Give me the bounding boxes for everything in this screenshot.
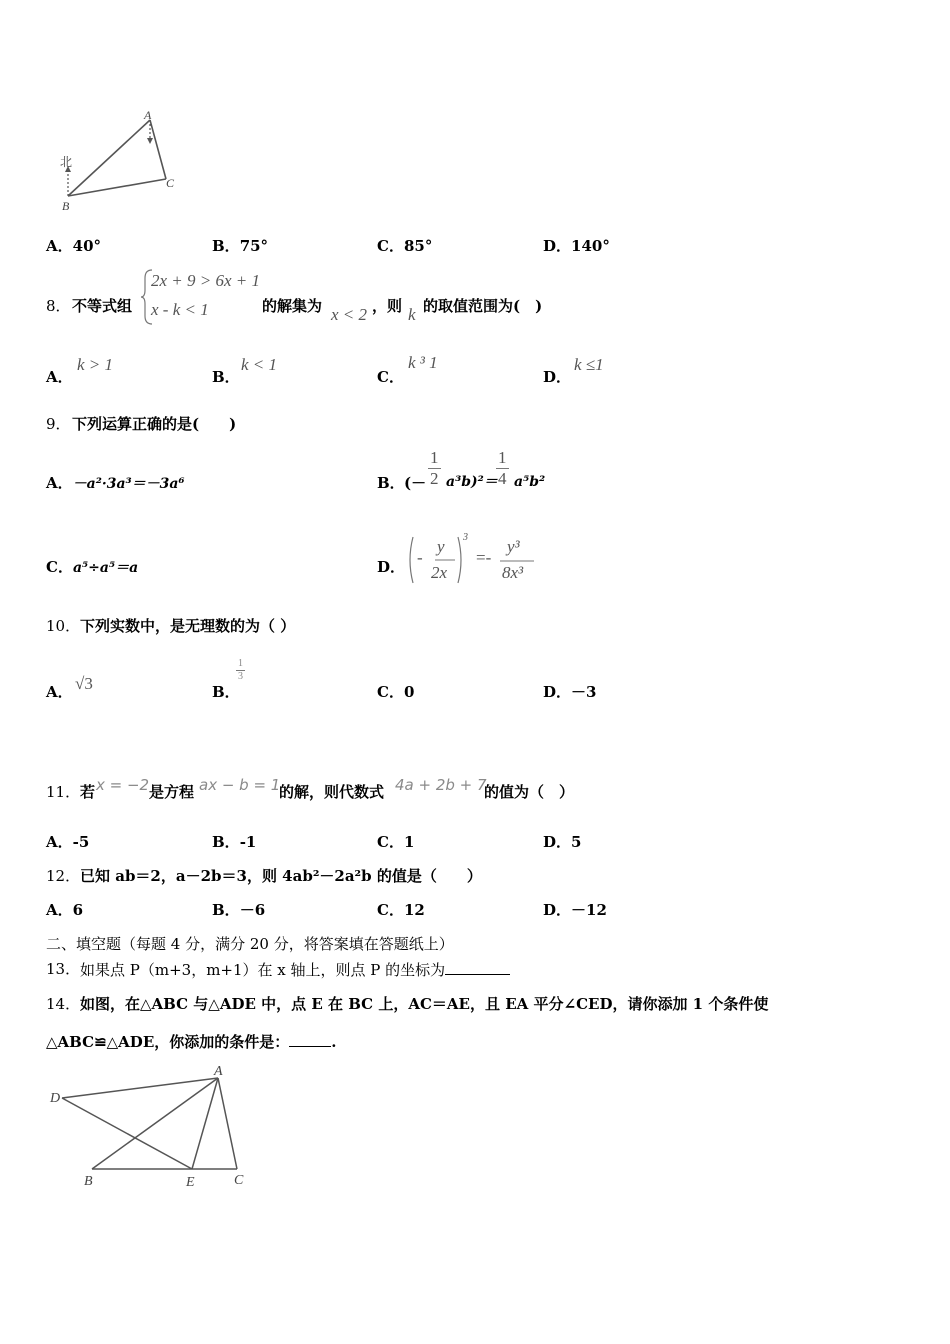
q12-option-c[interactable]: [377, 901, 425, 919]
option-value: 12: [403, 901, 425, 919]
triangles-abc-ade-figure: [46, 1062, 256, 1192]
label-b: B: [84, 1174, 93, 1189]
q14-answer-blank[interactable]: [289, 1032, 331, 1047]
q11-m3: 4a + 2b + 7: [395, 776, 487, 794]
option-key: C．: [377, 683, 404, 701]
segment-de: [62, 1098, 192, 1169]
q11-p3: 的解，则代数式: [279, 783, 385, 801]
q8-suffix: 的取值范围为( ): [423, 297, 543, 315]
option-value: 5: [571, 833, 582, 851]
q8-solution: x < 2: [331, 305, 368, 324]
q9-option-d-num: y: [437, 537, 445, 556]
q9-option-b-frac2: $\frac{1}{4}$: [498, 448, 507, 489]
q12-number: 12．: [46, 867, 81, 885]
q9-option-d-fracline: [500, 560, 534, 562]
q9-option-a[interactable]: [46, 474, 185, 493]
q8-then: ，则: [372, 297, 403, 315]
q10-option-a-value: √3: [75, 674, 93, 693]
option-key: B．: [212, 683, 240, 701]
q9-option-d-minus: -: [417, 548, 423, 567]
q9-option-c[interactable]: [46, 558, 138, 577]
section-heading: 二、填空题（每题 4 分，满分 20 分，将答案填在答题纸上）: [46, 935, 454, 953]
q9-option-d-rnum: y³: [507, 537, 520, 556]
q14-end: .: [331, 1033, 337, 1051]
label-e: E: [186, 1175, 195, 1190]
bearing-triangle-figure: [50, 104, 190, 214]
q9-option-b-open: (－: [404, 474, 427, 492]
option-key: C．: [377, 901, 404, 919]
option-value: 85°: [403, 237, 433, 255]
segment-ac: [150, 120, 166, 179]
option-key: A．: [46, 683, 73, 701]
q8-system-line2: x - k < 1: [151, 300, 209, 319]
option-key: C．: [377, 237, 404, 255]
q7-option-c[interactable]: [377, 237, 432, 255]
option-key: C．: [46, 558, 73, 576]
q13-line: [80, 960, 510, 979]
option-key: A．: [46, 901, 73, 919]
q14-number: 14．: [46, 995, 81, 1013]
q11-p4: 的值为（ ）: [484, 783, 575, 801]
label-a: A: [144, 108, 152, 122]
q8-mid: 的解集为: [262, 297, 323, 315]
q9-option-b-end: a⁵b²: [514, 474, 546, 490]
option-key: B．: [212, 833, 240, 851]
q12-option-d[interactable]: [543, 901, 607, 919]
q9-option-d-eq: =-: [476, 548, 492, 567]
q9-option-d-den: 2x: [431, 563, 448, 582]
q10-option-b-frac: $\frac{1}{3}$: [238, 658, 243, 682]
q8-option-c-value: k ³ 1: [408, 353, 438, 372]
q11-m1: x = −2: [96, 776, 150, 794]
label-north: 北: [60, 155, 73, 169]
q11-m2: ax − b = 1: [199, 776, 281, 794]
option-value: －12: [571, 901, 607, 919]
option-key: A．: [46, 474, 73, 492]
q13-number: 13．: [46, 960, 81, 978]
option-key: A．: [46, 833, 73, 851]
q9-option-b-mid: a³b)²＝: [446, 474, 498, 490]
q11-option-c[interactable]: [377, 833, 414, 851]
q8-option-d[interactable]: [543, 368, 571, 386]
q8-option-d-value: k ≤1: [574, 355, 604, 374]
option-key: C．: [377, 368, 404, 386]
q8-option-c[interactable]: [377, 368, 404, 386]
q8-prefix: 不等式组: [72, 297, 133, 315]
option-key: B．: [212, 237, 240, 255]
q10-option-c[interactable]: [377, 683, 414, 701]
option-key: A．: [46, 237, 73, 255]
option-key: D．: [543, 901, 572, 919]
q12-option-b[interactable]: [212, 901, 265, 919]
option-key: B．: [212, 901, 240, 919]
segment-ae: [192, 1078, 218, 1169]
option-key: D．: [543, 237, 572, 255]
option-value: 6: [72, 901, 84, 919]
label-d: D: [50, 1091, 61, 1106]
q13-text: 如果点 P（m+3，m+1）在 x 轴上，则点 P 的坐标为: [80, 961, 446, 979]
option-value: －a²·3a³＝－3a⁶: [72, 476, 185, 492]
q8-number: 8．: [46, 297, 71, 315]
q11-option-d[interactable]: [543, 833, 581, 851]
option-value: a⁵÷a⁵＝a: [72, 560, 139, 576]
q9-number: 9．: [46, 415, 71, 433]
option-value: -1: [239, 833, 257, 851]
q8-system-line1: 2x + 9 > 6x + 1: [151, 271, 261, 290]
q14-line1: 如图，在△ABC 与△ADE 中，点 E 在 BC 上，AC＝AE，且 EA 平分∠CED，请你添加 1 个条件使: [80, 995, 769, 1013]
option-key: A．: [46, 368, 73, 386]
q14-line2: △ABC≌△ADE，你添加的条件是：: [46, 1033, 290, 1051]
option-value: 75°: [239, 237, 269, 255]
option-key: D．: [543, 368, 572, 386]
q9-text: 下列运算正确的是( ): [72, 415, 237, 433]
q11-p1: 若: [80, 783, 96, 801]
q9-option-d-exp: 3: [463, 532, 468, 543]
q13-answer-blank[interactable]: [445, 960, 510, 975]
option-value: 140°: [571, 237, 610, 255]
label-c: C: [234, 1173, 244, 1188]
q7-option-a[interactable]: [46, 237, 101, 255]
q14-line2-wrap: [46, 1032, 337, 1051]
q10-text: 下列实数中，是无理数的为（ ）: [80, 617, 296, 635]
q10-option-a[interactable]: [46, 683, 73, 701]
south-arrowhead-a: [147, 138, 153, 144]
option-value: －3: [571, 683, 597, 701]
segment-ac: [218, 1078, 237, 1169]
q10-option-b[interactable]: [212, 683, 240, 701]
q11-option-a[interactable]: [46, 833, 89, 851]
label-b: B: [62, 199, 70, 213]
option-value: 40°: [72, 237, 102, 255]
q11-number: 11．: [46, 783, 81, 801]
q9-option-b-key[interactable]: B．: [377, 474, 405, 492]
option-key: D．: [543, 683, 572, 701]
option-key: B．: [212, 368, 240, 386]
q10-option-d[interactable]: [543, 683, 596, 701]
q11-p2: 是方程: [149, 783, 195, 801]
q8-var: k: [408, 305, 416, 324]
q9-option-d-key[interactable]: D．: [377, 558, 406, 576]
q8-option-a-value: k > 1: [77, 355, 114, 374]
label-c: C: [166, 176, 175, 190]
q12-text: 已知 ab＝2，a－2b＝3，则 4ab²－2a²b 的值是（ ）: [80, 867, 482, 885]
q12-option-a[interactable]: [46, 901, 83, 919]
q9-option-b-frac1: $\frac{1}{2}$: [430, 448, 439, 489]
option-key: D．: [543, 833, 572, 851]
label-a: A: [214, 1064, 223, 1079]
option-value: 0: [403, 683, 415, 701]
q10-number: 10．: [46, 617, 81, 635]
q9-option-d-rden: 8x³: [502, 563, 524, 582]
q8-option-a[interactable]: [46, 368, 73, 386]
option-value: －6: [239, 901, 266, 919]
option-value: -5: [72, 833, 90, 851]
q7-option-d[interactable]: [543, 237, 610, 255]
q11-option-b[interactable]: [212, 833, 256, 851]
q7-option-b[interactable]: [212, 237, 268, 255]
q8-option-b-value: k < 1: [241, 355, 278, 374]
option-key: C．: [377, 833, 404, 851]
q8-option-b[interactable]: [212, 368, 240, 386]
option-value: 1: [403, 833, 415, 851]
